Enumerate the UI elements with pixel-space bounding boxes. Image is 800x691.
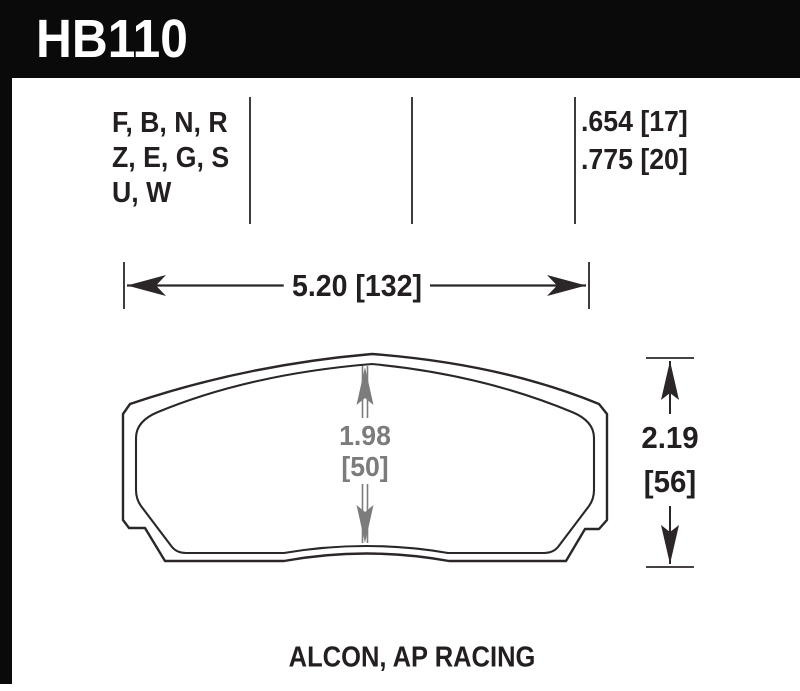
overall-height-inches: 2.19: [641, 420, 699, 455]
compound-codes-line-2: Z, E, G, S: [112, 142, 230, 174]
overall-height-mm: [56]: [643, 464, 697, 499]
left-border-bar: [0, 78, 12, 684]
pad-height-dimension-label: [334, 418, 395, 484]
applications-label: ALCON, AP RACING: [288, 641, 536, 674]
thickness-value-2: .775 [20]: [581, 144, 688, 176]
thickness-values: [581, 103, 688, 179]
width-dimension-label: 5.20 [132]: [284, 267, 431, 305]
compound-codes: [112, 106, 229, 211]
pad-height-inches: 1.98: [339, 420, 391, 451]
overall-height-dimension-label: [641, 416, 698, 504]
pad-height-mm: [50]: [341, 451, 389, 482]
pad-height-arrowhead-down: [357, 505, 374, 543]
part-number: HB110: [36, 9, 188, 69]
pad-height-arrowhead-up: [357, 367, 374, 405]
header-bar: [0, 0, 800, 78]
thickness-value-1: .654 [17]: [581, 106, 688, 138]
compound-codes-line-3: U, W: [112, 177, 172, 209]
spec-table-dividers: [250, 97, 575, 224]
compound-codes-line-1: F, B, N, R: [112, 107, 228, 139]
